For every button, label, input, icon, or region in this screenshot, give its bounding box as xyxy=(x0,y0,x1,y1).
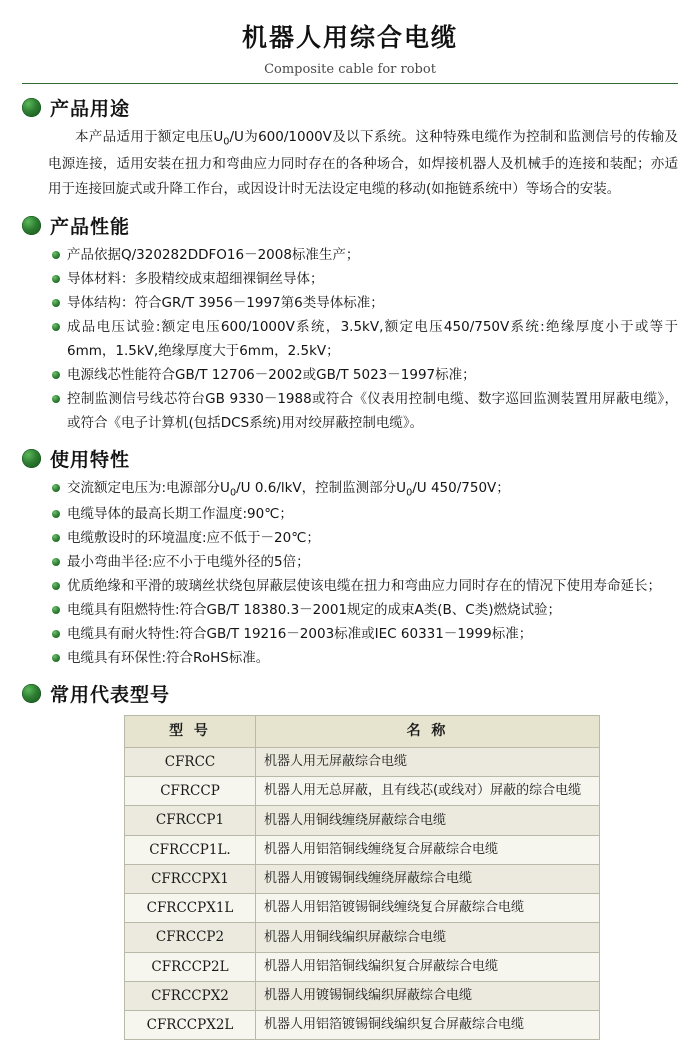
cell-name: 机器人用铝箔铜线编织复合屏蔽综合电缆 xyxy=(256,952,600,981)
table-body xyxy=(125,747,600,1040)
section-paragraph: 本产品适用于额定电压$U_0/U$为600/1000V及以下系统。这种特殊电缆作为控制和监测信号的传输及电源连接，适用安装在扭力和弯曲应力同时存在的各种场合，如焊接机器人及机械手的连接和装配；亦适用于连接回旋式或升降工作台，或因设计时无法设定电缆的移动(如拖链系统中）等场合的安装。 xyxy=(48,129,678,197)
list-item xyxy=(52,646,678,670)
list-item-text: 最小弯曲半径:应不小于电缆外径的5倍； xyxy=(67,553,310,570)
section-title: 常用代表型号 xyxy=(50,683,171,706)
table-row xyxy=(125,1011,600,1040)
cell-model: CFRCCPX1L xyxy=(125,894,256,923)
cell-name: 机器人用镀锡铜线编织屏蔽综合电缆 xyxy=(256,981,600,1010)
cell-name: 机器人用铝箔镀锡铜线编织复合屏蔽综合电缆 xyxy=(256,1011,600,1040)
small-green-dot-icon xyxy=(52,630,60,638)
small-green-dot-icon xyxy=(52,395,60,403)
list-item-text: 产品依据Q/320282DDFO16－2008标准生产； xyxy=(67,246,360,263)
cell-model: CFRCCP1 xyxy=(125,806,256,835)
column-header-name: 名 称 xyxy=(256,715,600,747)
cell-name: 机器人用无屏蔽综合电缆 xyxy=(256,747,600,776)
small-green-dot-icon xyxy=(52,371,60,379)
list-item xyxy=(52,502,678,526)
list-item-text: 电缆导体的最高长期工作温度:90℃； xyxy=(67,505,293,522)
list-item-text: 交流额定电压为:电源部分$U_0/U$ 0.6/lkV，控制监测部分$U_0/U$ 450/750V； xyxy=(67,479,510,499)
cell-model: CFRCCPX2L xyxy=(125,1011,256,1040)
green-circle-icon xyxy=(22,216,41,235)
list-item xyxy=(52,476,678,502)
cell-name: 机器人用铜线编织屏蔽综合电缆 xyxy=(256,923,600,952)
section-product-use xyxy=(22,94,678,202)
table-header-row xyxy=(125,715,600,747)
cell-name: 机器人用铝箔铜线缠绕复合屏蔽综合电缆 xyxy=(256,835,600,864)
section-product-performance xyxy=(22,212,678,435)
cell-model: CFRCCPX2 xyxy=(125,981,256,1010)
list-item xyxy=(52,243,678,267)
table-row xyxy=(125,835,600,864)
small-green-dot-icon xyxy=(52,534,60,542)
green-circle-icon xyxy=(22,684,41,703)
list-item xyxy=(52,267,678,291)
section-heading xyxy=(22,680,678,707)
page-subtitle: Composite cable for robot xyxy=(264,62,436,77)
performance-list xyxy=(52,243,678,435)
list-item xyxy=(52,291,678,315)
list-item-text: 电缆具有环保性:符合RoHS标准。 xyxy=(67,649,270,666)
table-row xyxy=(125,981,600,1010)
small-green-dot-icon xyxy=(52,323,60,331)
cell-name: 机器人用铝箔镀锡铜线缠绕复合屏蔽综合电缆 xyxy=(256,894,600,923)
small-green-dot-icon xyxy=(52,251,60,259)
title-divider xyxy=(22,83,678,84)
list-item xyxy=(52,598,678,622)
cell-model: CFRCCP xyxy=(125,777,256,806)
list-item xyxy=(52,526,678,550)
small-green-dot-icon xyxy=(52,606,60,614)
cell-model: CFRCCP2 xyxy=(125,923,256,952)
models-table xyxy=(124,715,600,1040)
list-item-text: 优质绝缘和平滑的玻璃丝状绕包屏蔽层使该电缆在扭力和弯曲应力同时存在的情况下使用寿命延长； xyxy=(67,577,661,594)
models-table-wrapper xyxy=(124,715,600,1040)
table-row xyxy=(125,806,600,835)
list-item-text: 导体结构：符合GR/T 3956－1997第6类导体标准； xyxy=(67,294,384,311)
table-header xyxy=(125,715,600,747)
list-item xyxy=(52,622,678,646)
table-row xyxy=(125,923,600,952)
list-item xyxy=(52,550,678,574)
small-green-dot-icon xyxy=(52,275,60,283)
cell-name: 机器人用镀锡铜线缠绕屏蔽综合电缆 xyxy=(256,864,600,893)
list-item-text: 电缆具有耐火特性:符合GB/T 19216－2003标准或IEC 60331－1999标准； xyxy=(67,625,533,642)
table-row xyxy=(125,864,600,893)
section-common-models xyxy=(22,680,678,1040)
small-green-dot-icon xyxy=(52,558,60,566)
section-title: 使用特性 xyxy=(50,448,131,471)
green-circle-icon xyxy=(22,98,41,117)
small-green-dot-icon xyxy=(52,582,60,590)
list-item xyxy=(52,363,678,387)
section-title: 产品用途 xyxy=(50,98,131,120)
small-green-dot-icon xyxy=(52,510,60,518)
list-item xyxy=(52,315,678,363)
section-title: 产品性能 xyxy=(50,215,131,238)
characteristics-list xyxy=(52,476,678,670)
green-circle-icon xyxy=(22,449,41,468)
section-heading xyxy=(22,445,678,472)
list-item-text: 控制监测信号线芯符台GB 9330－1988或符合《仪表用控制电缆、数字巡回监测装置用屏蔽电缆》，或符合《电子计算机(包括DCS系统)用对绞屏蔽控制电缆》。 xyxy=(67,390,678,431)
list-item-text: 成品电压试验:额定电压600/1000V系统，3.5kV,额定电压450/750V系统:绝缘厚度小于或等于6mm，1.5kV,绝缘厚度大于6mm，2.5kV； xyxy=(67,318,678,359)
small-green-dot-icon xyxy=(52,484,60,492)
list-item xyxy=(52,574,678,598)
column-header-model: 型 号 xyxy=(125,715,256,747)
cell-name: 机器人用无总屏蔽，且有线芯(或线对）屏蔽的综合电缆 xyxy=(256,777,600,806)
small-green-dot-icon xyxy=(52,299,60,307)
cell-model: CFRCCPX1 xyxy=(125,864,256,893)
cell-name: 机器人用铜线缠绕屏蔽综合电缆 xyxy=(256,806,600,835)
page-title: 机器人用综合电缆 xyxy=(241,23,458,52)
cell-model: CFRCC xyxy=(125,747,256,776)
cell-model: CFRCCP2L xyxy=(125,952,256,981)
list-item-text: 电缆敷设时的环境温度:应不低于－20℃； xyxy=(67,529,320,546)
list-item xyxy=(52,387,678,435)
table-row xyxy=(125,894,600,923)
cell-model: CFRCCP1L. xyxy=(125,835,256,864)
section-usage-characteristics xyxy=(22,445,678,670)
small-green-dot-icon xyxy=(52,654,60,662)
section-heading xyxy=(22,212,678,239)
table-row xyxy=(125,747,600,776)
list-item-text: 电源线芯性能符合GB/T 12706－2002或GB/T 5023－1997标准； xyxy=(67,366,476,383)
section-heading xyxy=(22,94,678,121)
list-item-text: 电缆具有阻燃特性:符合GB/T 18380.3－2001规定的成束A类(B、C类)燃烧试验； xyxy=(67,601,561,618)
table-row xyxy=(125,777,600,806)
list-item-text: 导体材料：多股精绞成束超细裸铜丝导体； xyxy=(67,270,324,287)
table-row xyxy=(125,952,600,981)
